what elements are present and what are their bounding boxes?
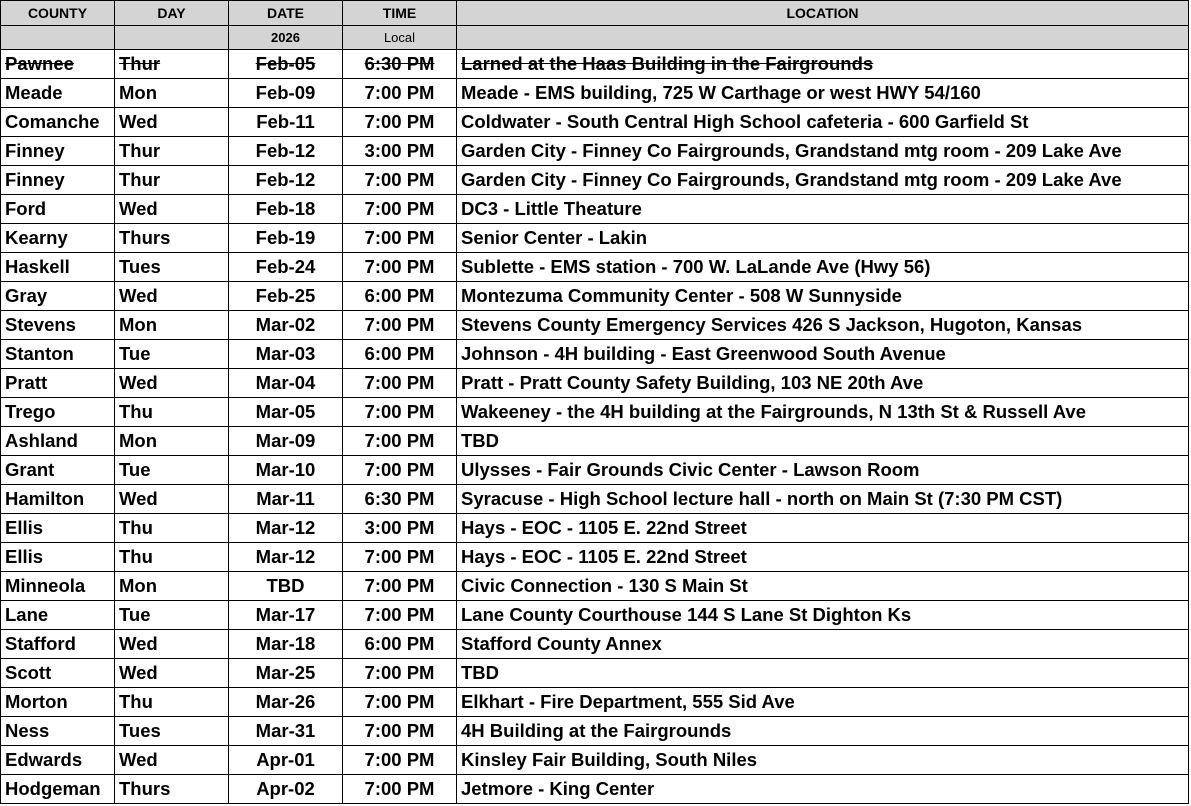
table-row (1, 137, 1189, 166)
table-row (1, 688, 1189, 717)
cell-time: 3:00 PM (343, 514, 457, 543)
table-row (1, 572, 1189, 601)
cell-location: Wakeeney - the 4H building at the Fairgrounds, N 13th St & Russell Ave (457, 398, 1189, 427)
cell-time: 7:00 PM (343, 79, 457, 108)
cell-county: Stafford (1, 630, 115, 659)
cell-date: Mar-10 (229, 456, 343, 485)
cell-location: Ulysses - Fair Grounds Civic Center - Lawson Room (457, 456, 1189, 485)
cell-county: Gray (1, 282, 115, 311)
header-day: DAY (115, 1, 229, 26)
cell-county: Edwards (1, 746, 115, 775)
cell-date: Apr-01 (229, 746, 343, 775)
cell-location: Hays - EOC - 1105 E. 22nd Street (457, 514, 1189, 543)
table-row (1, 340, 1189, 369)
table-row (1, 166, 1189, 195)
table-row (1, 775, 1189, 804)
cell-county: Pratt (1, 369, 115, 398)
cell-location: Hays - EOC - 1105 E. 22nd Street (457, 543, 1189, 572)
cell-day: Thurs (115, 224, 229, 253)
cell-day: Mon (115, 427, 229, 456)
table-row (1, 659, 1189, 688)
cell-county: Ford (1, 195, 115, 224)
cell-county: Meade (1, 79, 115, 108)
table-row (1, 311, 1189, 340)
cell-time: 7:00 PM (343, 108, 457, 137)
cell-day: Wed (115, 108, 229, 137)
table-row (1, 485, 1189, 514)
table-row (1, 746, 1189, 775)
cell-date: Mar-03 (229, 340, 343, 369)
cell-county: Minneola (1, 572, 115, 601)
cell-time: 6:00 PM (343, 630, 457, 659)
cell-county: Ellis (1, 514, 115, 543)
cell-county: Stevens (1, 311, 115, 340)
header-row (1, 1, 1189, 26)
cell-day: Thu (115, 543, 229, 572)
cell-location: 4H Building at the Fairgrounds (457, 717, 1189, 746)
header-location: LOCATION (457, 1, 1189, 26)
table-row (1, 514, 1189, 543)
cell-county: Kearny (1, 224, 115, 253)
cell-time: 7:00 PM (343, 195, 457, 224)
cell-location: Elkhart - Fire Department, 555 Sid Ave (457, 688, 1189, 717)
table-row (1, 456, 1189, 485)
subheader-location (457, 26, 1189, 50)
cell-time: 7:00 PM (343, 572, 457, 601)
cell-county: Haskell (1, 253, 115, 282)
subheader-county (1, 26, 115, 50)
table-row (1, 630, 1189, 659)
header-date: DATE (229, 1, 343, 26)
table-row (1, 282, 1189, 311)
cell-day: Tues (115, 717, 229, 746)
cell-day: Mon (115, 79, 229, 108)
cell-date: Mar-02 (229, 311, 343, 340)
cell-county: Pawnee (1, 50, 115, 79)
cell-location: Johnson - 4H building - East Greenwood South Avenue (457, 340, 1189, 369)
cell-date: Mar-17 (229, 601, 343, 630)
cell-date: Feb-25 (229, 282, 343, 311)
cell-county: Lane (1, 601, 115, 630)
header-time: TIME (343, 1, 457, 26)
cell-time: 7:00 PM (343, 427, 457, 456)
cell-date: Mar-04 (229, 369, 343, 398)
cell-date: Feb-12 (229, 166, 343, 195)
table-row (1, 108, 1189, 137)
subheader-year: 2026 (229, 26, 343, 50)
cell-time: 7:00 PM (343, 717, 457, 746)
cell-day: Thurs (115, 775, 229, 804)
cell-date: Mar-25 (229, 659, 343, 688)
cell-day: Tues (115, 253, 229, 282)
table-row (1, 601, 1189, 630)
cell-day: Wed (115, 746, 229, 775)
cell-county: Finney (1, 137, 115, 166)
cell-time: 7:00 PM (343, 311, 457, 340)
cell-county: Scott (1, 659, 115, 688)
cell-location: Pratt - Pratt County Safety Building, 103 NE 20th Ave (457, 369, 1189, 398)
cell-time: 6:30 PM (343, 485, 457, 514)
cell-location: Senior Center - Lakin (457, 224, 1189, 253)
cell-time: 7:00 PM (343, 456, 457, 485)
cell-county: Grant (1, 456, 115, 485)
cell-location: Stafford County Annex (457, 630, 1189, 659)
cell-day: Wed (115, 369, 229, 398)
cell-day: Mon (115, 311, 229, 340)
cell-county: Morton (1, 688, 115, 717)
table-row (1, 398, 1189, 427)
cell-time: 7:00 PM (343, 224, 457, 253)
cell-date: Mar-18 (229, 630, 343, 659)
cell-county: Ness (1, 717, 115, 746)
cell-time: 6:00 PM (343, 282, 457, 311)
cell-day: Thur (115, 50, 229, 79)
cell-county: Comanche (1, 108, 115, 137)
cell-location: Coldwater - South Central High School cafeteria - 600 Garfield St (457, 108, 1189, 137)
cell-location: Garden City - Finney Co Fairgrounds, Grandstand mtg room - 209 Lake Ave (457, 166, 1189, 195)
cell-date: Feb-12 (229, 137, 343, 166)
table-row (1, 50, 1189, 79)
cell-date: Feb-19 (229, 224, 343, 253)
table-row (1, 224, 1189, 253)
cell-time: 7:00 PM (343, 746, 457, 775)
cell-time: 7:00 PM (343, 166, 457, 195)
cell-day: Thu (115, 688, 229, 717)
cell-date: TBD (229, 572, 343, 601)
cell-location: Meade - EMS building, 725 W Carthage or west HWY 54/160 (457, 79, 1189, 108)
cell-location: Jetmore - King Center (457, 775, 1189, 804)
table-row (1, 543, 1189, 572)
cell-time: 7:00 PM (343, 775, 457, 804)
cell-time: 7:00 PM (343, 253, 457, 282)
cell-county: Stanton (1, 340, 115, 369)
cell-date: Apr-02 (229, 775, 343, 804)
cell-location: Syracuse - High School lecture hall - north on Main St (7:30 PM CST) (457, 485, 1189, 514)
cell-time: 7:00 PM (343, 369, 457, 398)
table-row (1, 427, 1189, 456)
cell-location: TBD (457, 659, 1189, 688)
cell-time: 7:00 PM (343, 659, 457, 688)
cell-location: Lane County Courthouse 144 S Lane St Dighton Ks (457, 601, 1189, 630)
cell-day: Tue (115, 340, 229, 369)
cell-date: Feb-11 (229, 108, 343, 137)
table-row (1, 79, 1189, 108)
cell-location: Sublette - EMS station - 700 W. LaLande Ave (Hwy 56) (457, 253, 1189, 282)
cell-date: Mar-05 (229, 398, 343, 427)
cell-day: Tue (115, 456, 229, 485)
cell-date: Feb-09 (229, 79, 343, 108)
cell-day: Mon (115, 572, 229, 601)
header-county: COUNTY (1, 1, 115, 26)
cell-county: Ashland (1, 427, 115, 456)
table-row (1, 369, 1189, 398)
cell-day: Wed (115, 195, 229, 224)
cell-date: Mar-31 (229, 717, 343, 746)
cell-time: 7:00 PM (343, 543, 457, 572)
cell-time: 7:00 PM (343, 688, 457, 717)
cell-date: Mar-26 (229, 688, 343, 717)
table-row (1, 717, 1189, 746)
table-row (1, 253, 1189, 282)
cell-location: Stevens County Emergency Services 426 S Jackson, Hugoton, Kansas (457, 311, 1189, 340)
cell-day: Thu (115, 514, 229, 543)
cell-location: Montezuma Community Center - 508 W Sunnyside (457, 282, 1189, 311)
cell-location: Larned at the Haas Building in the Fairgrounds (457, 50, 1189, 79)
subheader-row (1, 26, 1189, 50)
cell-day: Wed (115, 282, 229, 311)
cell-time: 7:00 PM (343, 398, 457, 427)
cell-date: Feb-24 (229, 253, 343, 282)
cell-date: Mar-12 (229, 543, 343, 572)
cell-location: Garden City - Finney Co Fairgrounds, Grandstand mtg room - 209 Lake Ave (457, 137, 1189, 166)
cell-date: Mar-09 (229, 427, 343, 456)
cell-time: 6:00 PM (343, 340, 457, 369)
cell-time: 6:30 PM (343, 50, 457, 79)
cell-county: Trego (1, 398, 115, 427)
cell-location: DC3 - Little Theature (457, 195, 1189, 224)
cell-county: Hamilton (1, 485, 115, 514)
cell-county: Finney (1, 166, 115, 195)
cell-day: Thur (115, 137, 229, 166)
cell-day: Thu (115, 398, 229, 427)
cell-date: Mar-11 (229, 485, 343, 514)
cell-county: Hodgeman (1, 775, 115, 804)
subheader-timezone: Local (343, 26, 457, 50)
subheader-day (115, 26, 229, 50)
table-row (1, 195, 1189, 224)
cell-day: Wed (115, 630, 229, 659)
cell-county: Ellis (1, 543, 115, 572)
cell-day: Wed (115, 659, 229, 688)
table-body (1, 50, 1189, 804)
cell-location: Civic Connection - 130 S Main St (457, 572, 1189, 601)
cell-day: Tue (115, 601, 229, 630)
cell-day: Thur (115, 166, 229, 195)
cell-time: 7:00 PM (343, 601, 457, 630)
cell-date: Mar-12 (229, 514, 343, 543)
cell-location: Kinsley Fair Building, South Niles (457, 746, 1189, 775)
cell-date: Feb-05 (229, 50, 343, 79)
cell-date: Feb-18 (229, 195, 343, 224)
cell-time: 3:00 PM (343, 137, 457, 166)
cell-location: TBD (457, 427, 1189, 456)
cell-day: Wed (115, 485, 229, 514)
